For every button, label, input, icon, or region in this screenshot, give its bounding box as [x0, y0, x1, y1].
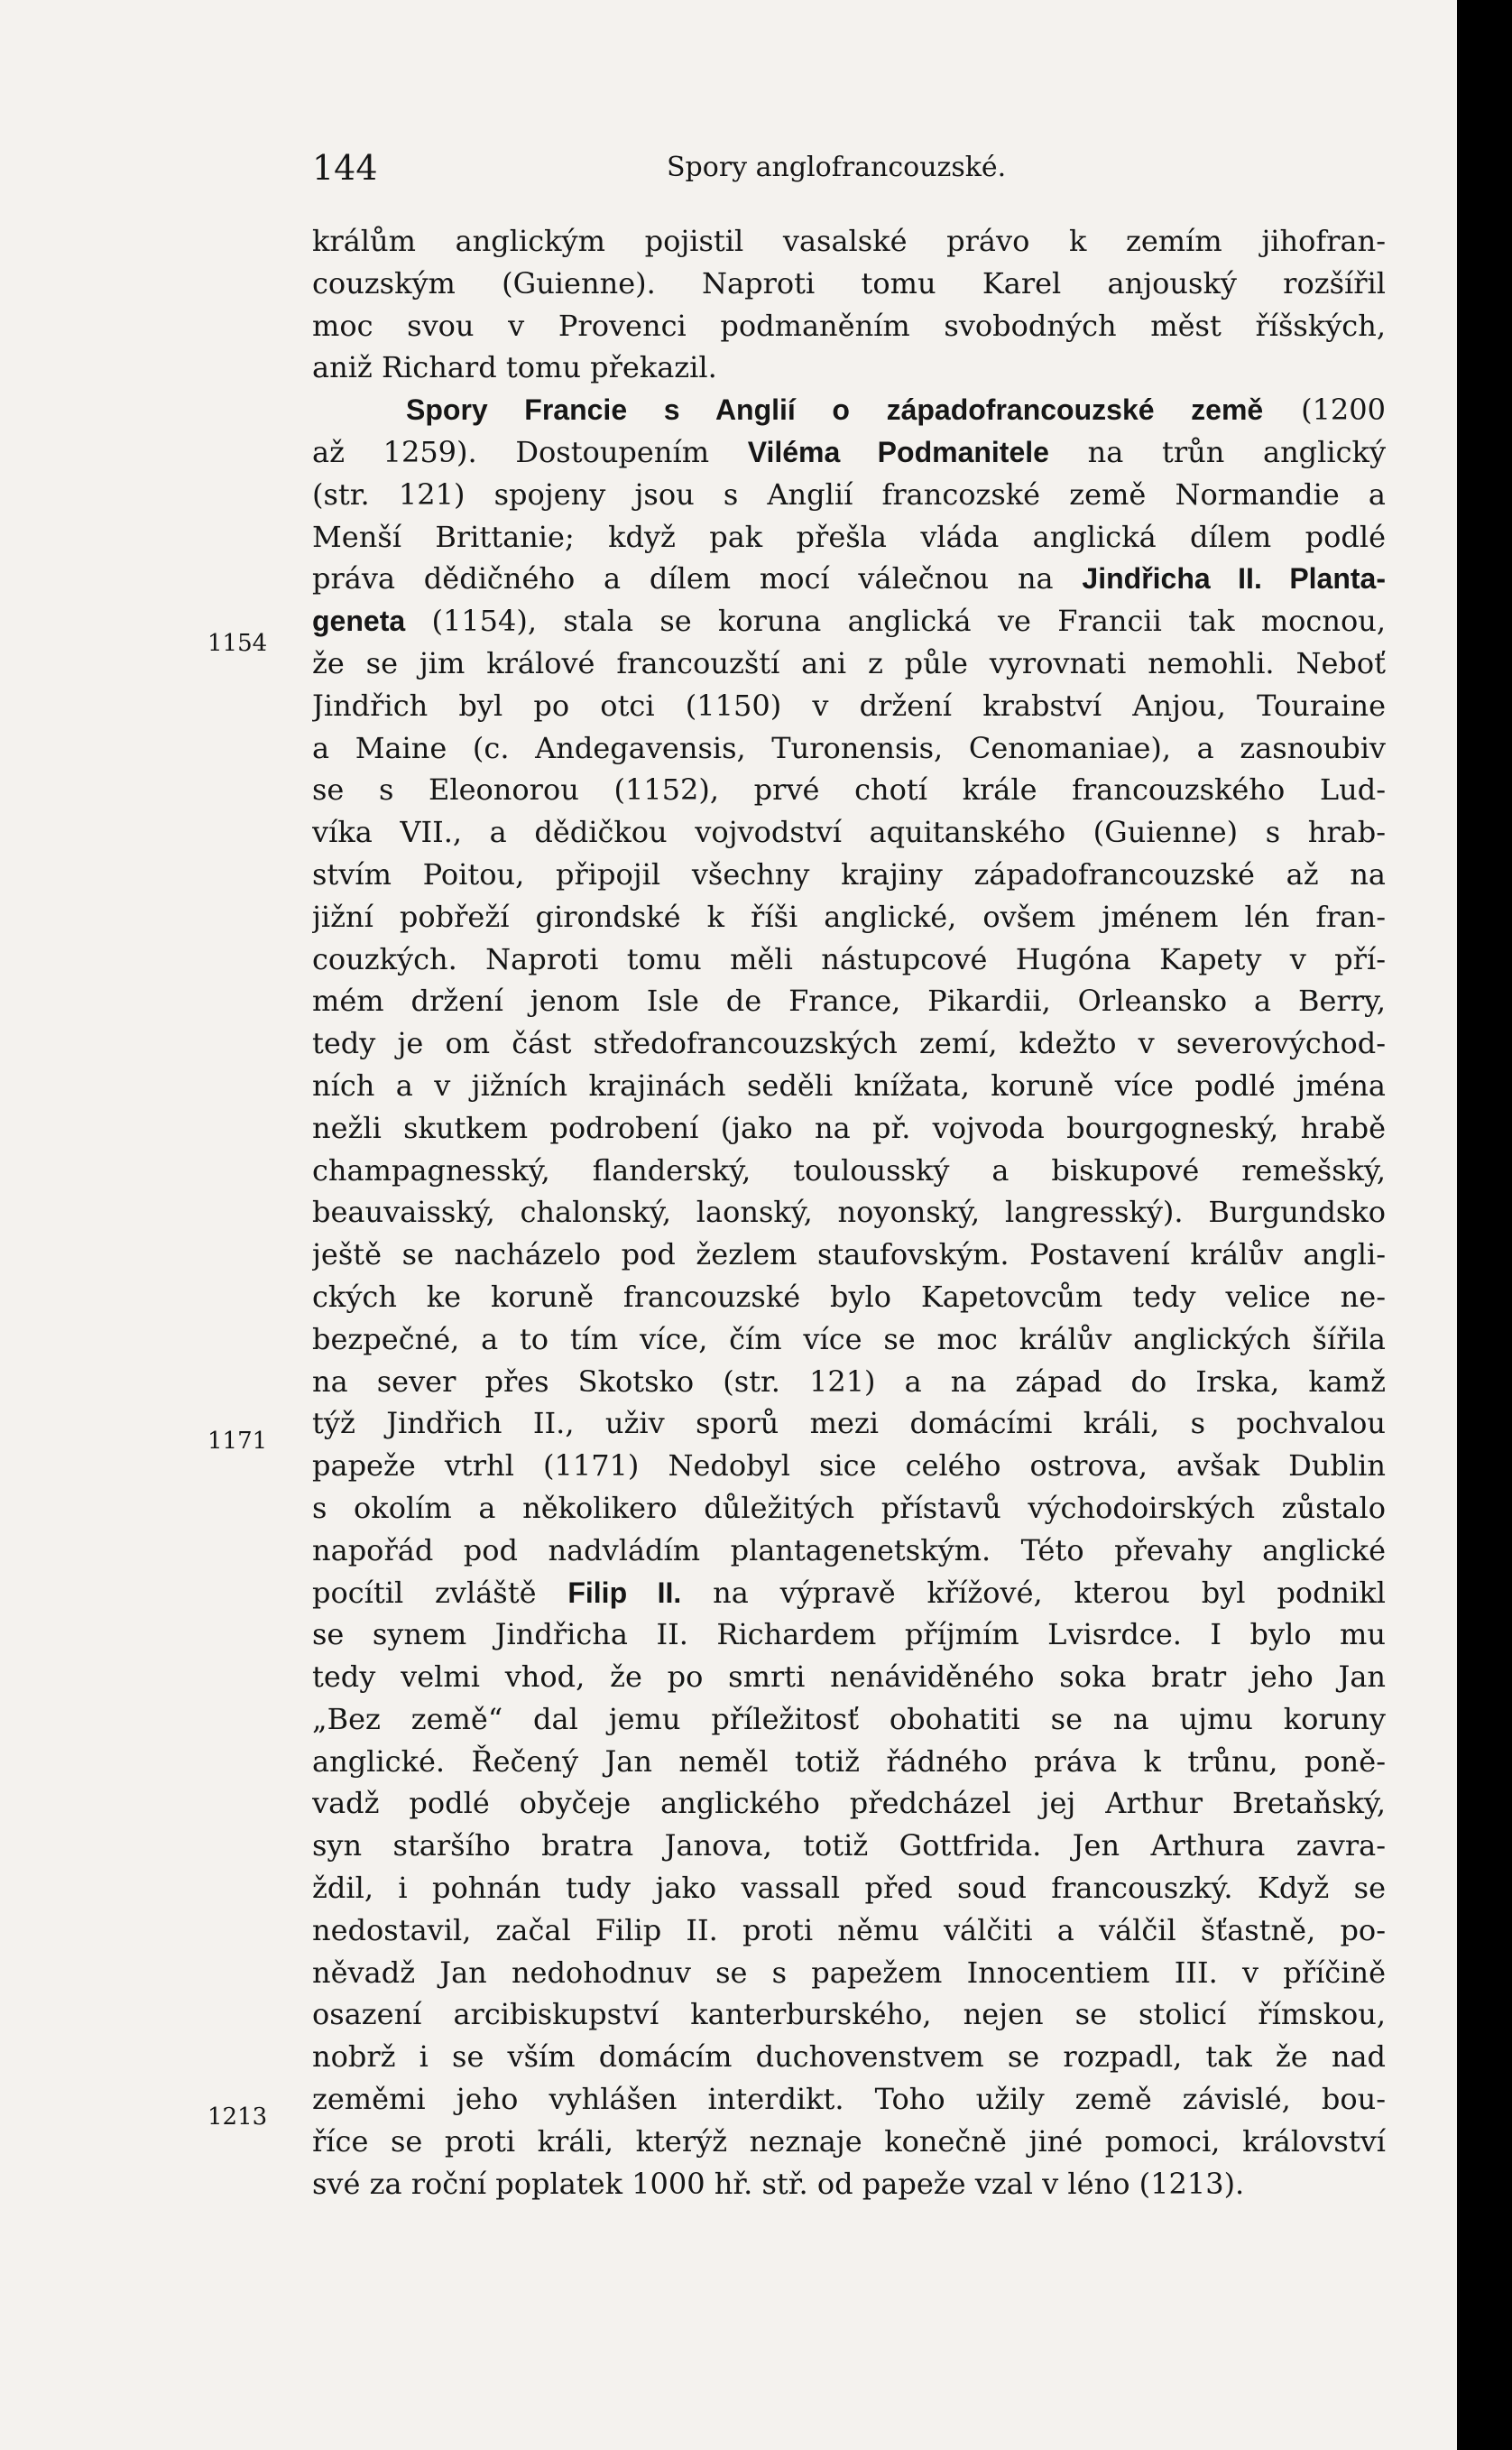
text-line: couzským (Guienne). Naproti tomu Karel anjouský rozšířil	[312, 265, 1386, 300]
text-line: se s Eleonorou (1152), prvé chotí krále francouzského Lud-	[312, 772, 1386, 808]
text-line: Menší Brittanie; když pak přešla vláda anglická dílem podlé	[312, 519, 1386, 554]
text-line: ždil, i pohnán tudy jako vassall před soud francouszký. Když se	[312, 1871, 1386, 1906]
text-line: týž Jindřich II., uživ sporů mezi domácími králi, s pochvalou	[312, 1406, 1386, 1441]
text-line: „Bez země“ dal jemu příležitosť obohatiti se na ujmu koruny	[312, 1701, 1386, 1736]
text-line: couzkých. Naproti tomu měli nástupcové Hugóna Kapety v pří-	[312, 941, 1386, 976]
text-line: nedostavil, začal Filip II. proti němu válčiti a válčil šťastně, po-	[312, 1912, 1386, 1947]
text-line: ckých ke koruně francouzské bylo Kapetovcům tedy velice ne-	[312, 1279, 1386, 1314]
page-header	[312, 141, 1386, 195]
text-line: něvadž Jan nedohodnuv se s papežem Innocentiem III. v příčině	[312, 1955, 1386, 1990]
text-line: stvím Poitou, připojil všechny krajiny západofrancouzské až na	[312, 856, 1386, 892]
text-line: anglické. Řečený Jan neměl totiž řádného práva k trůnu, poně-	[312, 1743, 1386, 1779]
text-line: syn staršího bratra Janova, totiž Gottfrida. Jen Arthura zavra-	[312, 1828, 1386, 1863]
text-line: a Maine (c. Andegavensis, Turonensis, Cenomaniae), a zasnoubiv	[312, 730, 1386, 765]
text-line: s okolím a několikero důležitých přístavů východoirských zůstalo	[312, 1490, 1386, 1525]
text-line: že se jim králové francouzští ani z půle vyrovnati nemohli. Neboť	[312, 645, 1386, 680]
text-line: moc svou v Provenci podmaněním svobodných měst říšských,	[312, 308, 1386, 343]
text-line: Jindřich byl po otci (1150) v držení krabství Anjou, Touraine	[312, 688, 1386, 723]
margin-year: 1154	[207, 630, 268, 657]
scan-edge	[1457, 0, 1512, 2450]
running-title: Spory anglofrancouzské.	[667, 152, 1007, 183]
text-line: (str. 121) spojeny jsou s Anglií francozské země Normandie a	[312, 476, 1386, 512]
bold-name: Filip II.	[567, 1576, 682, 1609]
section-heading-line: Spory Francie s Anglií o západofrancouzské země (1200	[406, 393, 1386, 428]
bold-name: Viléma Podmanitele	[747, 435, 1049, 468]
text-line: své za roční poplatek 1000 hř. stř. od papeže vzal v léno (1213).	[312, 2166, 1245, 2201]
text-line: se synem Jindřicha II. Richardem příjmím Lvisrdce. I bylo mu	[312, 1617, 1386, 1652]
text-line: vadž podlé obyčeje anglického předcházel jej Arthur Bretaňský,	[312, 1786, 1386, 1821]
margin-year: 1213	[207, 2103, 268, 2131]
text-line: zeměmi jeho vyhlášen interdikt. Toho užily země závislé, bou-	[312, 2082, 1386, 2117]
text-line: jižní pobřeží girondské k říši anglické, ovšem jménem lén fran-	[312, 899, 1386, 934]
text-line: champagnesský, flanderský, toulousský a biskupové remešský,	[312, 1152, 1386, 1188]
text-line: až 1259). Dostoupením Viléma Podmanitele na trůn anglický	[312, 434, 1386, 469]
text-line: pocítil zvláště Filip II. na výpravě křížové, kterou byl podnikl	[312, 1575, 1386, 1610]
text-line: říce se proti králi, kterýž neznaje konečně jiné pomoci, království	[312, 2123, 1386, 2159]
bold-name: geneta	[312, 605, 406, 638]
page-number: 144	[312, 148, 378, 188]
text-line: geneta (1154), stala se koruna anglická ve Francii tak mocnou,	[312, 604, 1386, 639]
text-line: napořád pod nadvládím plantagenetským. Této převahy anglické	[312, 1532, 1386, 1567]
text-line: osazení arcibiskupství kanterburského, nejen se stolicí římskou,	[312, 1997, 1386, 2032]
text-line: víka VII., a dědičkou vojvodství aquitanského (Guienne) s hrab-	[312, 815, 1386, 850]
text-line: tedy velmi vhod, že po smrti nenáviděného soka bratr jeho Jan	[312, 1660, 1386, 1695]
section-heading: Spory Francie s Anglií o západofrancouzské země	[406, 393, 1264, 427]
text-line: ještě se nacházelo pod žezlem staufovským. Postavení králův angli-	[312, 1237, 1386, 1272]
text-line: beauvaisský, chalonský, laonský, noyonský, langresský). Burgundsko	[312, 1195, 1386, 1230]
text-line: ních a v jižních krajinách seděli knížata, koruně více podlé jména	[312, 1068, 1386, 1103]
text-line: mém držení jenom Isle de France, Pikardii, Orleansko a Berry,	[312, 984, 1386, 1019]
bold-name: Jindřicha II. Planta-	[1082, 562, 1386, 596]
text-line: bezpečné, a to tím více, čím více se moc králův anglických šířila	[312, 1321, 1386, 1356]
text-line: tedy je om část středofrancouzských zemí, kdežto v severovýchod-	[312, 1026, 1386, 1061]
text-line: na sever přes Skotsko (str. 121) a na západ do Irska, kamž	[312, 1364, 1386, 1399]
body-text	[312, 220, 1386, 2205]
text-line: králům anglickým pojistil vasalské právo k zemím jihofran-	[312, 224, 1386, 258]
text-line: práva dědičného a dílem mocí válečnou na Jindřicha II. Planta-	[312, 561, 1386, 596]
text-line: nobrž i se vším domácím duchovenstvem se rozpadl, tak že nad	[312, 2039, 1386, 2075]
text-line: nežli skutkem podrobení (jako na př. vojvoda bourgogneský, hrabě	[312, 1110, 1386, 1145]
text-line: aniž Richard tomu překazil.	[312, 350, 717, 385]
text-line: papeže vtrhl (1171) Nedobyl sice celého ostrova, avšak Dublin	[312, 1448, 1386, 1484]
margin-year: 1171	[207, 1428, 268, 1455]
